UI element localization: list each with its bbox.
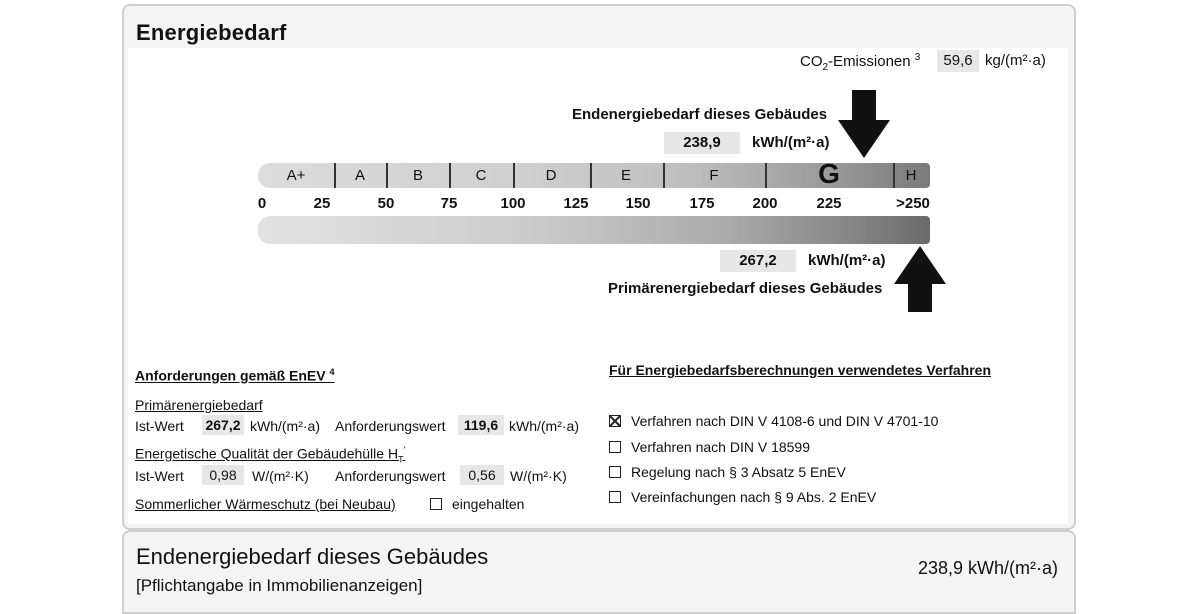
co2-label-sub: 2 xyxy=(822,62,829,73)
class-label-e: E xyxy=(620,167,631,184)
summer-protection-checkbox[interactable] xyxy=(430,498,442,510)
primary-requirement-heading: Primärenergiebedarf xyxy=(135,397,263,413)
method-checkbox-din-18599[interactable] xyxy=(609,441,621,453)
co2-label xyxy=(800,52,920,73)
class-separator xyxy=(386,163,388,188)
tick-label: 0 xyxy=(257,195,267,212)
tick-label: 200 xyxy=(752,195,778,212)
envelope-ist-label: Ist-Wert xyxy=(135,468,184,484)
envelope-req-unit: W/(m²·K) xyxy=(510,468,567,484)
tick-label: 175 xyxy=(689,195,715,212)
method-checkbox-vereinfachungen[interactable] xyxy=(609,491,621,503)
tick-label: 25 xyxy=(313,195,331,212)
class-label-a: A xyxy=(354,167,365,184)
requirements-footnote: 4 xyxy=(329,367,335,377)
envelope-heading-sub: T xyxy=(398,454,404,465)
primary-energy-arrow-icon xyxy=(894,246,946,314)
methods-title: Für Energiebedarfsberechnungen verwendetes Verfahren xyxy=(609,362,992,378)
envelope-ist-value: 0,98 xyxy=(202,465,244,485)
class-separator xyxy=(513,163,515,188)
co2-value: 59,6 xyxy=(937,50,979,72)
class-label-b: B xyxy=(412,167,423,184)
class-label-g-highlighted: G xyxy=(818,158,840,189)
tick-label: 50 xyxy=(377,195,395,212)
primary-energy-value: 267,2 xyxy=(720,250,796,272)
requirements-title-text: Anforderungen gemäß EnEV xyxy=(135,367,326,384)
class-label-d: D xyxy=(545,167,557,184)
tick-label: 150 xyxy=(625,195,651,212)
tick-label: 225 xyxy=(816,195,842,212)
end-energy-value: 238,9 xyxy=(664,132,740,154)
method-label-regelung: Regelung nach § 3 Absatz 5 EnEV xyxy=(631,464,846,480)
method-label-vereinfachungen: Vereinfachungen nach § 9 Abs. 2 EnEV xyxy=(631,489,877,505)
class-separator xyxy=(663,163,665,188)
tick-label: 75 xyxy=(440,195,458,212)
co2-label-text: CO xyxy=(800,53,823,70)
tick-label: >250 xyxy=(896,195,930,212)
footer-subtitle: [Pflichtangabe in Immobilienanzeigen] xyxy=(136,576,423,595)
primary-req-label: Anforderungswert xyxy=(335,418,446,434)
energy-gradient-bar xyxy=(258,216,930,244)
class-label-c: C xyxy=(475,167,487,184)
primary-req-value: 119,6 xyxy=(458,415,504,435)
primary-req-unit: kWh/(m²·a) xyxy=(509,418,579,434)
method-label-din-4108: Verfahren nach DIN V 4108-6 und DIN V 4701-10 xyxy=(631,413,939,429)
end-energy-label: Endenergiebedarf dieses Gebäudes xyxy=(572,106,828,123)
envelope-heading xyxy=(135,445,405,464)
tick-label: 100 xyxy=(500,195,526,212)
co2-unit: kg/(m²·a) xyxy=(985,52,1046,69)
method-checkbox-regelung[interactable] xyxy=(609,466,621,478)
class-separator xyxy=(590,163,592,188)
class-label-h: H xyxy=(905,167,917,184)
tick-label: 125 xyxy=(563,195,589,212)
summer-protection-check-label: eingehalten xyxy=(452,496,525,512)
envelope-req-value: 0,56 xyxy=(460,465,504,485)
class-separator xyxy=(449,163,451,188)
footer-panel xyxy=(122,530,1076,614)
co2-footnote: 3 xyxy=(914,52,921,63)
end-energy-arrow-icon xyxy=(838,90,890,160)
envelope-heading-text: Energetische Qualität der Gebäudehülle H xyxy=(135,445,399,462)
primary-energy-unit: kWh/(m²·a) xyxy=(808,252,886,269)
primary-energy-label: Primärenergiebedarf dieses Gebäudes xyxy=(608,280,883,297)
footer-value: 238,9 kWh/(m²·a) xyxy=(917,558,1058,578)
end-energy-unit: kWh/(m²·a) xyxy=(752,134,830,151)
class-separator xyxy=(334,163,336,188)
envelope-req-label: Anforderungswert xyxy=(335,468,446,484)
primary-ist-label: Ist-Wert xyxy=(135,418,184,434)
primary-ist-value: 267,2 xyxy=(202,415,244,435)
summer-protection-label: Sommerlicher Wärmeschutz (bei Neubau) xyxy=(135,496,396,512)
envelope-heading-sup: ' xyxy=(403,445,406,455)
method-label-din-18599: Verfahren nach DIN V 18599 xyxy=(631,439,811,455)
method-checkbox-din-4108[interactable] xyxy=(609,415,621,427)
panel-title: Energiebedarf xyxy=(136,20,287,45)
class-label-f: F xyxy=(709,167,719,184)
primary-ist-unit: kWh/(m²·a) xyxy=(250,418,320,434)
class-label-a-plus: A+ xyxy=(286,167,306,184)
requirements-title xyxy=(135,367,334,384)
footer-title: Endenergiebedarf dieses Gebäudes xyxy=(136,544,489,569)
envelope-ist-unit: W/(m²·K) xyxy=(252,468,309,484)
class-separator xyxy=(765,163,767,188)
co2-label-rest: -Emissionen xyxy=(828,53,911,70)
